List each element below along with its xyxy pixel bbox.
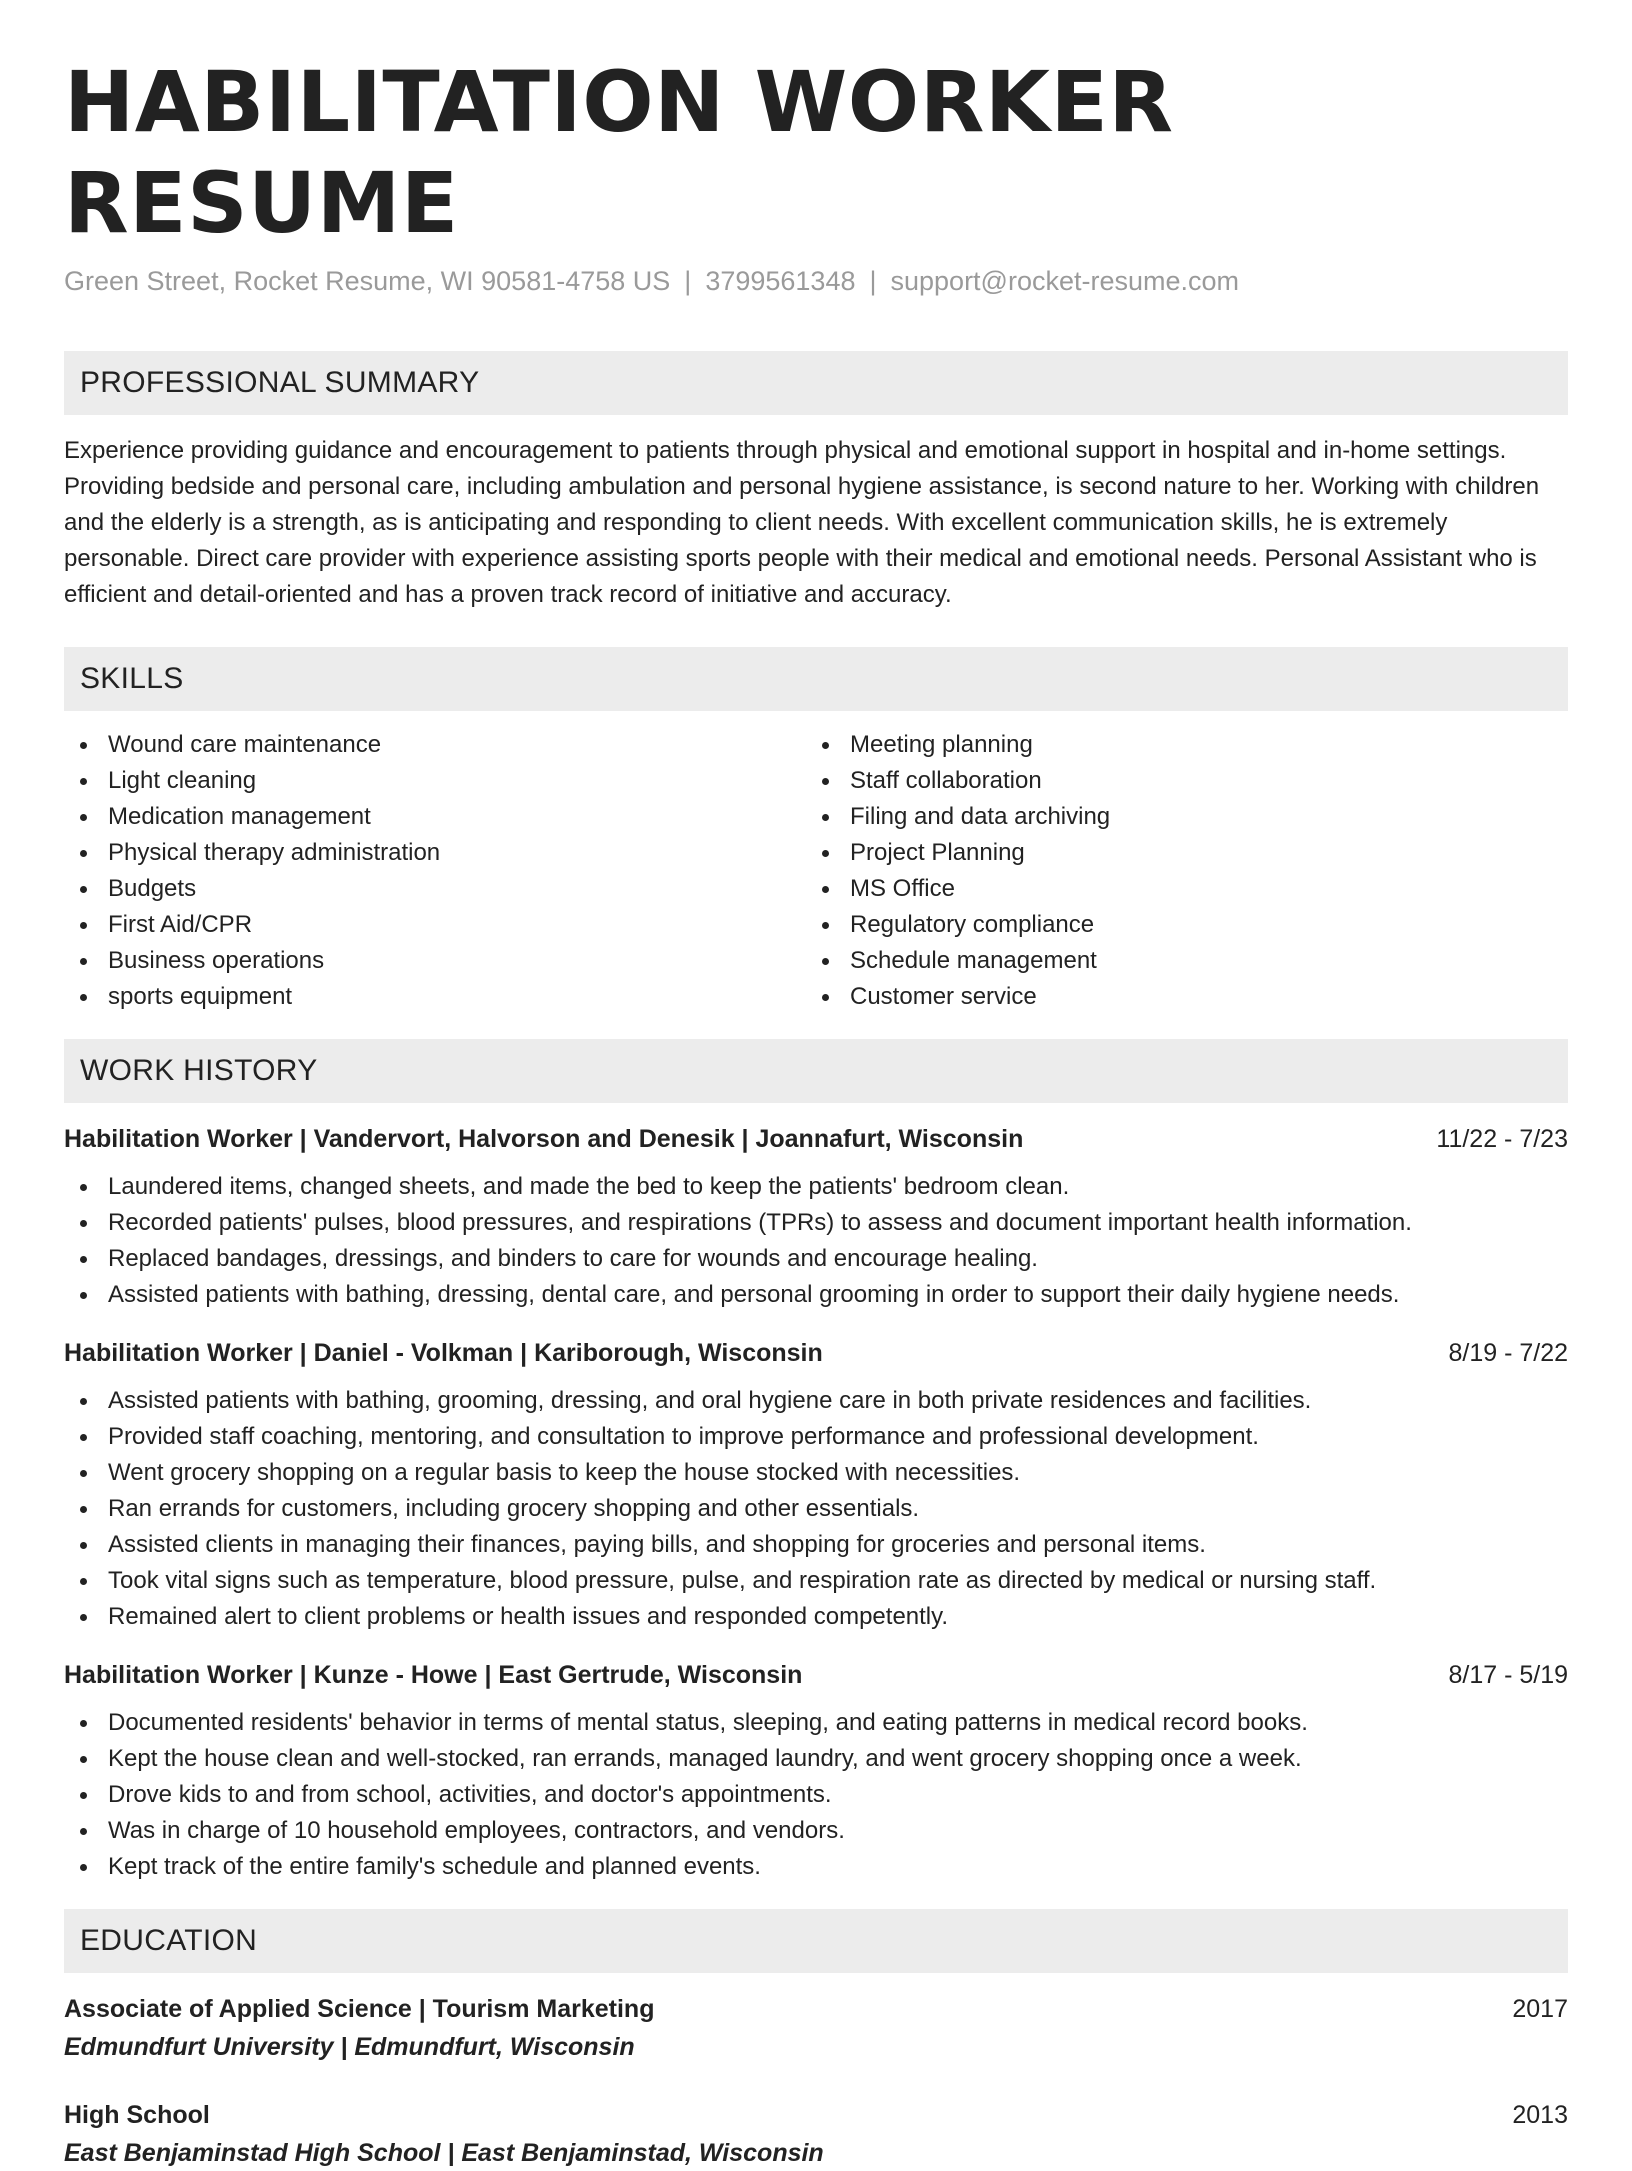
skill-item: Medication management — [64, 799, 806, 835]
section-heading-summary: PROFESSIONAL SUMMARY — [64, 351, 1568, 415]
summary-text: Experience providing guidance and encouragement to patients through physical and emotional support in hospital and in-home settings. Providing bedside and personal care, including ambulation and personal hygiene assistance, is second nature to her. Working with children and the elderly is a strength, as is anticipating and responding to client needs. With excellent communication skills, he is extremely personable. Direct care provider with experience assisting sports people with their medical and emotional needs. Personal Assistant who is efficient and detail-oriented and has a proven track record of initiative and accuracy. — [64, 436, 1540, 608]
job-bullets — [64, 1169, 1568, 1313]
job-bullet: Assisted patients with bathing, dressing, dental care, and personal grooming in order to support their daily hygiene needs. — [64, 1277, 1568, 1313]
skill-item: Customer service — [806, 979, 1548, 1015]
skill-item: Schedule management — [806, 943, 1548, 979]
job-entry — [64, 1657, 1568, 1885]
job-entry — [64, 1335, 1568, 1635]
job-title: Habilitation Worker | Kunze - Howe | East Gertrude, Wisconsin — [64, 1660, 803, 1689]
skill-item: Business operations — [64, 943, 806, 979]
skill-item: MS Office — [806, 871, 1548, 907]
contact-address: Green Street, Rocket Resume, WI 90581-4758 US — [64, 265, 671, 296]
section-heading-skills: SKILLS — [64, 647, 1568, 711]
skill-item: Filing and data archiving — [806, 799, 1548, 835]
education-school: East Benjaminstad High School | East Benjaminstad, Wisconsin — [64, 2138, 824, 2167]
contact-phone: 3799561348 — [705, 265, 856, 296]
job-bullet: Assisted clients in managing their finances, paying bills, and shopping for groceries and personal items. — [64, 1527, 1568, 1563]
skill-item: First Aid/CPR — [64, 907, 806, 943]
education-entry — [64, 1991, 1568, 2065]
job-dates: 8/19 - 7/22 — [1448, 1338, 1568, 1367]
job-bullet: Recorded patients' pulses, blood pressures, and respirations (TPRs) to assess and document important health information. — [64, 1205, 1568, 1241]
job-entry — [64, 1121, 1568, 1313]
job-dates: 8/17 - 5/19 — [1448, 1660, 1568, 1689]
job-bullet: Drove kids to and from school, activities, and doctor's appointments. — [64, 1777, 1568, 1813]
job-bullets — [64, 1383, 1568, 1635]
skill-item: Staff collaboration — [806, 763, 1548, 799]
contact-separator: | — [869, 265, 877, 296]
section-heading-education: EDUCATION — [64, 1909, 1568, 1973]
job-bullet: Kept track of the entire family's schedule and planned events. — [64, 1849, 1568, 1885]
skill-item: Meeting planning — [806, 727, 1548, 763]
job-bullet: Kept the house clean and well-stocked, ran errands, managed laundry, and went grocery shopping once a week. — [64, 1741, 1568, 1777]
skills-column-left — [64, 727, 806, 1015]
skill-item: Wound care maintenance — [64, 727, 806, 763]
job-bullets — [64, 1705, 1568, 1885]
job-header — [64, 1121, 1568, 1157]
skills-column-right — [806, 727, 1548, 1015]
job-bullet: Replaced bandages, dressings, and binders to care for wounds and encourage healing. — [64, 1241, 1568, 1277]
job-bullet: Remained alert to client problems or health issues and responded competently. — [64, 1599, 1568, 1635]
education-degree: High School — [64, 2100, 210, 2129]
skill-item: Physical therapy administration — [64, 835, 806, 871]
skill-item: Regulatory compliance — [806, 907, 1548, 943]
education-entry — [64, 2097, 1568, 2171]
job-title: Habilitation Worker | Daniel - Volkman | Kariborough, Wisconsin — [64, 1338, 823, 1367]
education-header — [64, 2097, 1568, 2133]
contact-line — [64, 264, 1568, 299]
education-year: 2017 — [1512, 1994, 1568, 2023]
job-header — [64, 1657, 1568, 1693]
skills-list — [64, 727, 1568, 1015]
skill-item: Budgets — [64, 871, 806, 907]
resume-title: HABILITATION WORKER RESUME — [64, 53, 1174, 252]
education-year: 2013 — [1512, 2100, 1568, 2129]
job-bullet: Was in charge of 10 household employees, contractors, and vendors. — [64, 1813, 1568, 1849]
education-header — [64, 1991, 1568, 2027]
job-bullet: Assisted patients with bathing, grooming, dressing, and oral hygiene care in both private residences and facilities. — [64, 1383, 1568, 1419]
skill-item: Project Planning — [806, 835, 1548, 871]
job-title: Habilitation Worker | Vandervort, Halvorson and Denesik | Joannafurt, Wisconsin — [64, 1124, 1024, 1153]
education-degree: Associate of Applied Science | Tourism Marketing — [64, 1994, 655, 2023]
contact-email: support@rocket-resume.com — [890, 265, 1240, 296]
job-header — [64, 1335, 1568, 1371]
skill-item: Light cleaning — [64, 763, 806, 799]
education-school: Edmundfurt University | Edmundfurt, Wisconsin — [64, 2032, 635, 2061]
job-bullet: Provided staff coaching, mentoring, and consultation to improve performance and professional development. — [64, 1419, 1568, 1455]
job-bullet: Laundered items, changed sheets, and made the bed to keep the patients' bedroom clean. — [64, 1169, 1568, 1205]
job-bullet: Took vital signs such as temperature, blood pressure, pulse, and respiration rate as directed by medical or nursing staff. — [64, 1563, 1568, 1599]
job-bullet: Went grocery shopping on a regular basis to keep the house stocked with necessities. — [64, 1455, 1568, 1491]
job-bullet: Ran errands for customers, including grocery shopping and other essentials. — [64, 1491, 1568, 1527]
skill-item: sports equipment — [64, 979, 806, 1015]
job-dates: 11/22 - 7/23 — [1436, 1124, 1568, 1153]
section-heading-work: WORK HISTORY — [64, 1039, 1568, 1103]
contact-separator: | — [684, 265, 692, 296]
job-bullet: Documented residents' behavior in terms of mental status, sleeping, and eating patterns in medical record books. — [64, 1705, 1568, 1741]
